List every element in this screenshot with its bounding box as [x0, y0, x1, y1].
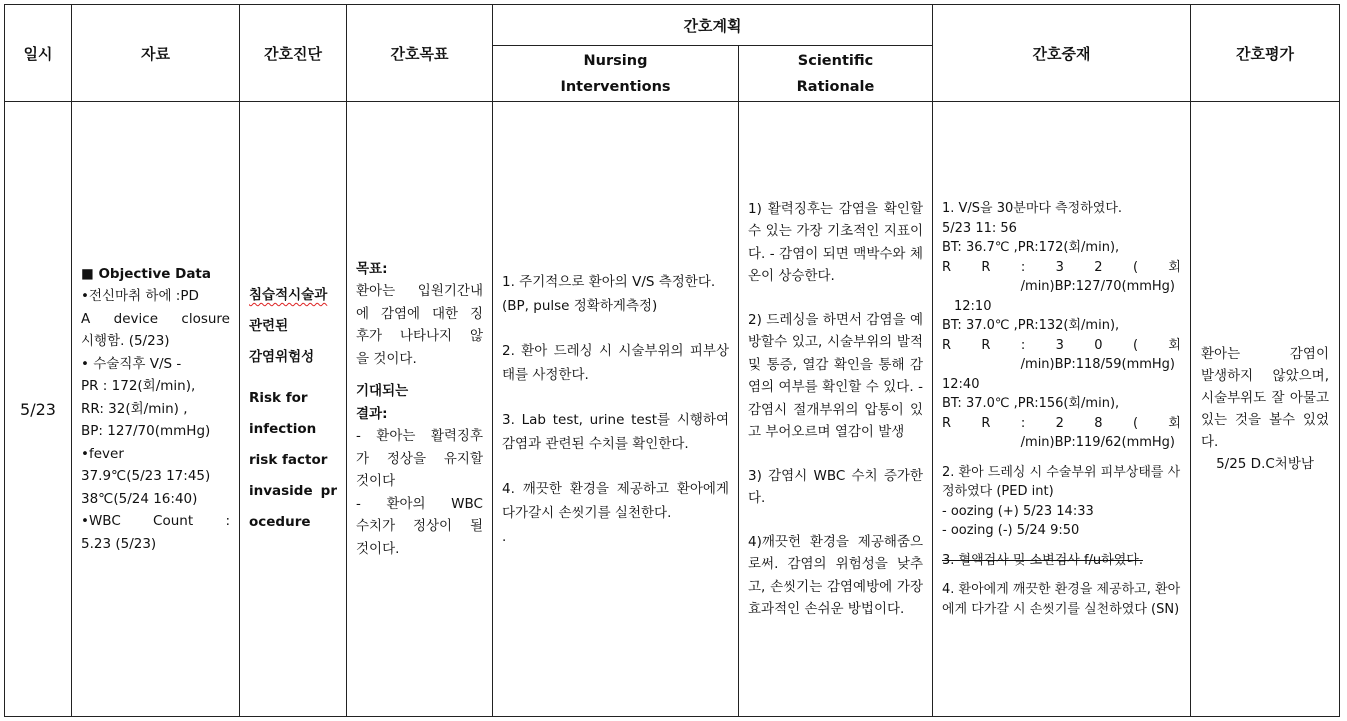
- header-goal: 간호목표: [347, 5, 493, 102]
- header-interventions: [493, 46, 739, 102]
- interventions-cell: [493, 102, 739, 717]
- vs-rr: R R : 2 8 ( 회: [942, 415, 1181, 431]
- data-line: PR : 172(회/min),: [81, 378, 196, 395]
- vs-rr: R R : 3 2 ( 회: [942, 259, 1181, 275]
- evaluation-cell: [1191, 102, 1340, 717]
- evaluation-first-line: 환아는 감염이: [1201, 346, 1329, 362]
- vs-rr: R R : 3 0 ( 회: [942, 337, 1181, 353]
- goal-line: 후가 나타나지 않: [356, 328, 483, 345]
- vs-bt-pr: BT: 37.0℃ ,PR:132(회/min),: [942, 318, 1120, 333]
- rationale-1: 1) 활력징후는 감염을 확인할 수 있는 가장 기초적인 지표이다. - 감염이 되면 맥박수와 체온이 상승한다.: [748, 200, 923, 284]
- data-line: • 수술직후 V/S -: [81, 355, 182, 372]
- header-plan: 간호계획: [493, 5, 933, 46]
- diagnosis-english-line: Risk for: [249, 390, 308, 406]
- rationale-2: 2) 드레싱을 하면서 감염을 예방할수 있고, 시술부위의 발적 및 통증, 열감 확인을 통해 감염의 여부를 확인할 수 있다. - 감염시 절개부위의 압통이 있고 부어오르며 열감이 발생: [748, 311, 923, 440]
- implementation-3-title: 3. 혈액검사 및 소변검사 f/u하였다.: [942, 552, 1143, 568]
- header-date: 일시: [5, 5, 72, 102]
- goal-line: 환아는 입원기간내: [356, 283, 483, 300]
- goal-line: 에 감염에 대한 징: [356, 305, 483, 322]
- expected-line: 수치가 정상이 될: [356, 518, 483, 535]
- intervention-3: 3. Lab test, urine test를 시행하여 감염과 관련된 수치를 확인한다.: [502, 411, 729, 452]
- header-rationale-line1: Scientific: [797, 52, 874, 69]
- diagnosis-english-line: risk factor: [249, 452, 328, 468]
- data-line: •fever: [81, 445, 124, 462]
- diagnosis-english-line: ocedure: [249, 514, 311, 530]
- data-line: RR: 32(회/min) ,: [81, 400, 188, 417]
- evaluation-text: 발생하지 않았으며, 시술부위도 잘 아물고 있는 것을 볼수 있었다.: [1201, 368, 1329, 450]
- expected-line: - 환아의 WBC: [356, 495, 483, 512]
- expected-line: - 환아는 활력징후: [356, 428, 483, 445]
- diagnosis-korean-line: 감염위험성: [249, 349, 315, 365]
- vs-time: 12:40: [942, 376, 980, 392]
- vs-bt-pr: BT: 36.7℃ ,PR:172(회/min),: [942, 240, 1120, 255]
- diagnosis-cell: [240, 102, 347, 717]
- implementation-4-title: 4. 환아에게 깨끗한 환경을 제공하고, 환아에게 다가갈 시 손씻기를 실천하였다 (SN): [942, 582, 1181, 617]
- intervention-1: 1. 주기적으로 환아의 V/S 측정한다.: [502, 273, 716, 290]
- data-line: 37.9℃(5/23 17:45): [81, 468, 211, 485]
- row-date: 5/23: [5, 102, 72, 717]
- objective-data-title: ■ Objective Data: [81, 265, 211, 282]
- implementation-cell: [933, 102, 1191, 717]
- vs-time: 12:10: [954, 298, 992, 314]
- vs-bp: /min)BP:118/59(mmHg): [1020, 357, 1175, 372]
- goal-line: 을 것이다.: [356, 350, 417, 367]
- vs-time: 5/23 11: 56: [942, 220, 1017, 236]
- intervention-1-note: (BP, pulse 정확하게측정): [502, 297, 658, 314]
- rationale-cell: [739, 102, 933, 717]
- oozing-entry: - oozing (-) 5/24 9:50: [942, 523, 1080, 538]
- vs-bt-pr: BT: 37.0℃ ,PR:156(회/min),: [942, 396, 1120, 411]
- intervention-4: 4. 깨끗한 환경을 제공하고 환아에게 다가갈시 손씻기를 실천한다.: [502, 480, 729, 521]
- intervention-2: 2. 환아 드레싱 시 시술부위의 피부상태를 사정한다.: [502, 342, 729, 383]
- header-rationale-line2: Rationale: [796, 78, 875, 95]
- diagnosis-korean-line: 관련된: [249, 318, 289, 334]
- vs-bp: /min)BP:127/70(mmHg): [1020, 279, 1175, 294]
- expected-label: 기대되는: [356, 383, 409, 400]
- data-line: 5.23 (5/23): [81, 535, 157, 552]
- implementation-2-title: 2. 환아 드레싱 시 수술부위 피부상태를 사정하였다 (PED int): [942, 464, 1181, 499]
- header-diagnosis: 간호진단: [240, 5, 347, 102]
- rationale-3: 3) 감염시 WBC 수치 증가한다.: [748, 467, 923, 506]
- data-line: •전신마취 하에 :PD: [81, 288, 199, 305]
- header-interventions-line1: Nursing: [583, 52, 648, 69]
- expected-line: 것이다.: [356, 540, 400, 557]
- diagnosis-korean-line: 침습적시술과: [249, 287, 328, 303]
- data-line: 시행함. (5/23): [81, 333, 170, 350]
- data-line: 38℃(5/24 16:40): [81, 490, 198, 507]
- discharge-note: 5/25 D.C처방남: [1216, 456, 1314, 472]
- data-line: •WBC Count :: [81, 513, 230, 530]
- goal-cell: [347, 102, 493, 717]
- oozing-entry: - oozing (+) 5/23 14:33: [942, 503, 1094, 519]
- diagnosis-english-line: infection: [249, 421, 317, 437]
- header-data: 자료: [72, 5, 240, 102]
- header-evaluation: 간호평가: [1191, 5, 1340, 102]
- header-rationale: [739, 46, 933, 102]
- data-line: BP: 127/70(mmHg): [81, 423, 211, 440]
- goal-label: 목표:: [356, 260, 388, 277]
- expected-line: 것이다: [356, 473, 396, 490]
- data-cell: [72, 102, 240, 717]
- intervention-dot: .: [502, 528, 507, 545]
- vs-bp: /min)BP:119/62(mmHg): [1020, 435, 1175, 450]
- expected-label: 결과:: [356, 405, 388, 422]
- rationale-4: 4)깨끗헌 환경을 제공해줌으로써. 감염의 위험성을 낮추고, 손씻기는 감염예방에 가장 효과적인 손쉬운 방법이다.: [748, 533, 923, 617]
- implementation-1-title: 1. V/S을 30분마다 측정하였다.: [942, 201, 1123, 216]
- expected-line: 가 정상을 유지할: [356, 450, 483, 467]
- data-line: A device closure: [81, 310, 230, 327]
- diagnosis-english-line: invaside pr: [249, 483, 337, 499]
- header-implementation: 간호중재: [933, 5, 1191, 102]
- nursing-care-plan-table: [4, 4, 1340, 717]
- header-interventions-line2: Interventions: [560, 78, 671, 95]
